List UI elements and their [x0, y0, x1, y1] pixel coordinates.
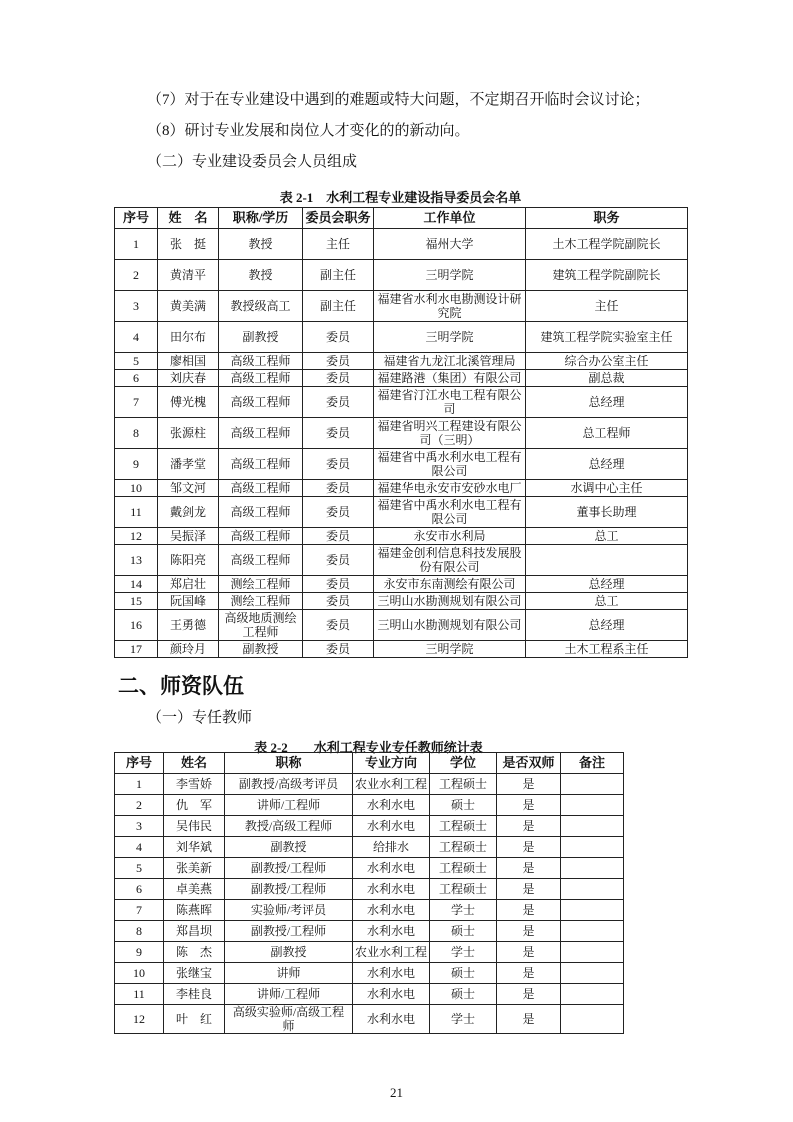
table-row	[115, 260, 688, 291]
table-cell: 三明学院	[374, 641, 526, 658]
table-cell: 7	[115, 900, 164, 921]
table-row	[115, 576, 688, 593]
paragraph-7: （7）对于在专业建设中遇到的难题或特大问题，不定期召开临时会议讨论；	[147, 92, 650, 108]
table-cell: 3	[115, 816, 164, 837]
table-cell: 总工	[526, 593, 688, 610]
table-cell: 15	[115, 593, 158, 610]
table-cell: 水利水电	[353, 879, 430, 900]
table-cell: 水利水电	[353, 858, 430, 879]
table-cell: 总经理	[526, 576, 688, 593]
table-row	[115, 984, 624, 1005]
table-cell: 副教授/工程师	[225, 858, 353, 879]
table-cell: 董事长助理	[526, 497, 688, 528]
table-cell: 委员	[303, 449, 374, 480]
table-cell: 工程硕士	[430, 837, 497, 858]
table-cell: 教授	[219, 260, 303, 291]
table-cell: 副主任	[303, 260, 374, 291]
table-cell: 李雪娇	[164, 774, 225, 795]
table-cell: 委员	[303, 641, 374, 658]
table-cell: 福建路港（集团）有限公司	[374, 370, 526, 387]
table-cell: 8	[115, 921, 164, 942]
table-cell: 高级工程师	[219, 497, 303, 528]
table-cell: 主任	[526, 291, 688, 322]
table-cell	[561, 1005, 624, 1034]
table2-caption: 表 2-2 水利工程专业专任教师统计表	[254, 740, 483, 755]
column-header: 序号	[115, 208, 158, 229]
column-header: 职务	[526, 208, 688, 229]
table-cell: 给排水	[353, 837, 430, 858]
table-cell	[561, 963, 624, 984]
table-cell: 颜玲月	[158, 641, 219, 658]
table-row	[115, 322, 688, 353]
table-row	[115, 1005, 624, 1034]
table-cell: 教授级高工	[219, 291, 303, 322]
table-cell: 副教授/工程师	[225, 921, 353, 942]
table-cell: 委员	[303, 480, 374, 497]
table-row	[115, 497, 688, 528]
table-cell: 土木工程系主任	[526, 641, 688, 658]
table-cell: 委员	[303, 545, 374, 576]
table-cell: 是	[497, 795, 561, 816]
table-cell: 建筑工程学院实验室主任	[526, 322, 688, 353]
table-cell: 学士	[430, 942, 497, 963]
table-cell: 实验师/考评员	[225, 900, 353, 921]
table-cell: 教授	[219, 229, 303, 260]
table-cell: 委员	[303, 576, 374, 593]
column-header: 委员会职务	[303, 208, 374, 229]
table-cell: 福建华电永安市安砂水电厂	[374, 480, 526, 497]
table-cell: 黄美满	[158, 291, 219, 322]
table-cell: 黄清平	[158, 260, 219, 291]
table-row	[115, 963, 624, 984]
table-row	[115, 593, 688, 610]
table-cell: 吴伟民	[164, 816, 225, 837]
table-cell: 主任	[303, 229, 374, 260]
table-cell: 是	[497, 816, 561, 837]
table-cell: 硕士	[430, 963, 497, 984]
table-row	[115, 837, 624, 858]
column-header: 工作单位	[374, 208, 526, 229]
table-cell: 讲师	[225, 963, 353, 984]
table-cell: 三明山水勘测规划有限公司	[374, 610, 526, 641]
table-cell: 高级工程师	[219, 545, 303, 576]
table-cell: 水调中心主任	[526, 480, 688, 497]
table-cell: 三明学院	[374, 322, 526, 353]
table-cell: 水利水电	[353, 921, 430, 942]
table-cell: 张继宝	[164, 963, 225, 984]
table-cell	[561, 921, 624, 942]
subsection-committee: （二）专业建设委员会人员组成	[147, 154, 358, 170]
table-cell: 1	[115, 774, 164, 795]
table-cell: 土木工程学院副院长	[526, 229, 688, 260]
table-cell: 5	[115, 858, 164, 879]
table-cell: 7	[115, 387, 158, 418]
table-cell: 12	[115, 528, 158, 545]
table-cell: 是	[497, 963, 561, 984]
table-cell: 总经理	[526, 610, 688, 641]
table-cell	[561, 900, 624, 921]
paragraph-8: （8）研讨专业发展和岗位人才变化的的新动向。	[147, 123, 470, 139]
table-cell: 副教授	[225, 942, 353, 963]
table-cell: 高级工程师	[219, 528, 303, 545]
page-number: 21	[390, 1085, 403, 1100]
table-cell: 是	[497, 774, 561, 795]
table-cell: 高级工程师	[219, 370, 303, 387]
table-cell: 水利水电	[353, 984, 430, 1005]
table-cell: 建筑工程学院副院长	[526, 260, 688, 291]
table-cell: 工程硕士	[430, 879, 497, 900]
table-row	[115, 858, 624, 879]
table-cell: 廖相国	[158, 353, 219, 370]
table-cell: 委员	[303, 528, 374, 545]
column-header: 姓 名	[158, 208, 219, 229]
table-cell: 高级实验师/高级工程师	[225, 1005, 353, 1034]
table-cell: 副总裁	[526, 370, 688, 387]
teachers-table	[114, 752, 624, 1034]
table-cell	[561, 984, 624, 1005]
table-cell: 副主任	[303, 291, 374, 322]
table-cell: 6	[115, 879, 164, 900]
table-cell: 总经理	[526, 449, 688, 480]
table-cell: 刘庆春	[158, 370, 219, 387]
table-cell	[526, 545, 688, 576]
table-cell: 田尔布	[158, 322, 219, 353]
table-cell: 高级工程师	[219, 387, 303, 418]
table-cell: 4	[115, 837, 164, 858]
table-cell: 戴剑龙	[158, 497, 219, 528]
table-cell: 高级工程师	[219, 353, 303, 370]
table-cell: 硕士	[430, 795, 497, 816]
table-cell	[561, 858, 624, 879]
table-row	[115, 353, 688, 370]
table-cell: 郑启壮	[158, 576, 219, 593]
table-row	[115, 774, 624, 795]
table-cell: 王勇德	[158, 610, 219, 641]
table-cell: 委员	[303, 610, 374, 641]
table-cell: 福州大学	[374, 229, 526, 260]
table-cell: 福建省中禹水利水电工程有限公司	[374, 449, 526, 480]
table-cell: 福建省中禹水利水电工程有限公司	[374, 497, 526, 528]
table-row	[115, 480, 688, 497]
table-cell: 是	[497, 900, 561, 921]
table-cell: 张美新	[164, 858, 225, 879]
column-header: 学位	[430, 753, 497, 774]
table-cell: 工程硕士	[430, 858, 497, 879]
table-cell: 福建省九龙江北溪管理局	[374, 353, 526, 370]
table-cell	[561, 795, 624, 816]
table-cell: 委员	[303, 353, 374, 370]
table-cell: 水利水电	[353, 963, 430, 984]
table-cell: 委员	[303, 593, 374, 610]
table-cell: 张 挺	[158, 229, 219, 260]
table-cell: 委员	[303, 322, 374, 353]
table-cell: 水利水电	[353, 795, 430, 816]
table-cell: 11	[115, 497, 158, 528]
table-cell: 教授/高级工程师	[225, 816, 353, 837]
table-row	[115, 942, 624, 963]
table-cell: 10	[115, 480, 158, 497]
table-cell: 阮国峰	[158, 593, 219, 610]
table-cell: 2	[115, 795, 164, 816]
table-cell: 1	[115, 229, 158, 260]
table-row	[115, 921, 624, 942]
table-cell: 工程硕士	[430, 816, 497, 837]
table-cell: 测绘工程师	[219, 593, 303, 610]
table-cell: 工程硕士	[430, 774, 497, 795]
table-row	[115, 610, 688, 641]
table-row	[115, 816, 624, 837]
table-cell: 14	[115, 576, 158, 593]
table-cell: 学士	[430, 900, 497, 921]
table-cell: 17	[115, 641, 158, 658]
column-header: 是否双师	[497, 753, 561, 774]
table-cell: 是	[497, 837, 561, 858]
table-cell: 是	[497, 921, 561, 942]
column-header: 序号	[115, 753, 164, 774]
table-cell: 委员	[303, 370, 374, 387]
table-cell: 水利水电	[353, 1005, 430, 1034]
table-cell: 委员	[303, 497, 374, 528]
column-header: 姓名	[164, 753, 225, 774]
table-cell: 是	[497, 858, 561, 879]
committee-table	[114, 207, 688, 658]
table-cell	[561, 837, 624, 858]
table-cell: 副教授/高级考评员	[225, 774, 353, 795]
table-cell: 郑昌坝	[164, 921, 225, 942]
table-cell: 讲师/工程师	[225, 984, 353, 1005]
table-cell: 吴振泽	[158, 528, 219, 545]
table-cell: 是	[497, 942, 561, 963]
table-cell: 农业水利工程	[353, 774, 430, 795]
table-cell: 是	[497, 984, 561, 1005]
column-header: 职称	[225, 753, 353, 774]
table-cell	[561, 816, 624, 837]
table-cell: 福建金创利信息科技发展股份有限公司	[374, 545, 526, 576]
table-cell: 总经理	[526, 387, 688, 418]
table-cell: 仇 军	[164, 795, 225, 816]
table-cell: 三明学院	[374, 260, 526, 291]
table-cell: 水利水电	[353, 816, 430, 837]
table-cell: 副教授	[219, 322, 303, 353]
table-row	[115, 370, 688, 387]
table-cell: 三明山水勘测规划有限公司	[374, 593, 526, 610]
table-cell: 委员	[303, 418, 374, 449]
table-cell: 福建省明兴工程建设有限公司（三明）	[374, 418, 526, 449]
table-cell	[561, 774, 624, 795]
table-cell: 硕士	[430, 984, 497, 1005]
table-cell: 是	[497, 1005, 561, 1034]
table-cell: 福建省汀江水电工程有限公司	[374, 387, 526, 418]
table-cell: 11	[115, 984, 164, 1005]
table-row	[115, 641, 688, 658]
table-cell: 6	[115, 370, 158, 387]
table-cell: 陈燕晖	[164, 900, 225, 921]
table-cell: 学士	[430, 1005, 497, 1034]
table-cell: 高级工程师	[219, 480, 303, 497]
table-cell: 永安市水利局	[374, 528, 526, 545]
table-cell: 10	[115, 963, 164, 984]
table-cell: 副教授/工程师	[225, 879, 353, 900]
table-row	[115, 795, 624, 816]
table-row	[115, 545, 688, 576]
table-cell: 高级工程师	[219, 418, 303, 449]
table-cell: 总工程师	[526, 418, 688, 449]
table-cell: 是	[497, 879, 561, 900]
table-cell: 副教授	[219, 641, 303, 658]
table-cell: 邹文河	[158, 480, 219, 497]
table-cell: 潘孝堂	[158, 449, 219, 480]
table-cell: 委员	[303, 387, 374, 418]
table-cell: 9	[115, 942, 164, 963]
table-cell: 农业水利工程	[353, 942, 430, 963]
table-cell: 4	[115, 322, 158, 353]
column-header: 专业方向	[353, 753, 430, 774]
table-cell	[561, 879, 624, 900]
table-cell: 李桂良	[164, 984, 225, 1005]
table-cell: 高级工程师	[219, 449, 303, 480]
table-cell: 陈 杰	[164, 942, 225, 963]
table-cell: 8	[115, 418, 158, 449]
table-cell: 高级地质测绘工程师	[219, 610, 303, 641]
table-cell: 3	[115, 291, 158, 322]
table-cell: 叶 红	[164, 1005, 225, 1034]
table-cell: 测绘工程师	[219, 576, 303, 593]
table-cell: 讲师/工程师	[225, 795, 353, 816]
table-cell: 2	[115, 260, 158, 291]
table-cell: 总工	[526, 528, 688, 545]
table-cell: 5	[115, 353, 158, 370]
table-cell	[561, 942, 624, 963]
column-header: 职称/学历	[219, 208, 303, 229]
table-cell: 水利水电	[353, 900, 430, 921]
table-row	[115, 879, 624, 900]
table-cell: 张源柱	[158, 418, 219, 449]
section-heading: 二、师资队伍	[118, 674, 244, 698]
table1-caption: 表 2-1 水利工程专业建设指导委员会名单	[279, 190, 522, 205]
table-cell: 16	[115, 610, 158, 641]
table-cell: 福建省水利水电勘测设计研究院	[374, 291, 526, 322]
table-cell: 刘华斌	[164, 837, 225, 858]
table-cell: 综合办公室主任	[526, 353, 688, 370]
table-cell: 卓美燕	[164, 879, 225, 900]
table-cell: 12	[115, 1005, 164, 1034]
table-row	[115, 291, 688, 322]
table-cell: 副教授	[225, 837, 353, 858]
table-row	[115, 229, 688, 260]
table-row	[115, 900, 624, 921]
table-row	[115, 418, 688, 449]
table-cell: 13	[115, 545, 158, 576]
table-row	[115, 528, 688, 545]
subsection-teachers: （一）专任教师	[147, 710, 253, 726]
table-cell: 9	[115, 449, 158, 480]
column-header: 备注	[561, 753, 624, 774]
table-cell: 硕士	[430, 921, 497, 942]
table-row	[115, 387, 688, 418]
table-cell: 永安市东南测绘有限公司	[374, 576, 526, 593]
table-row	[115, 449, 688, 480]
table-cell: 陈阳亮	[158, 545, 219, 576]
table-cell: 傅光槐	[158, 387, 219, 418]
